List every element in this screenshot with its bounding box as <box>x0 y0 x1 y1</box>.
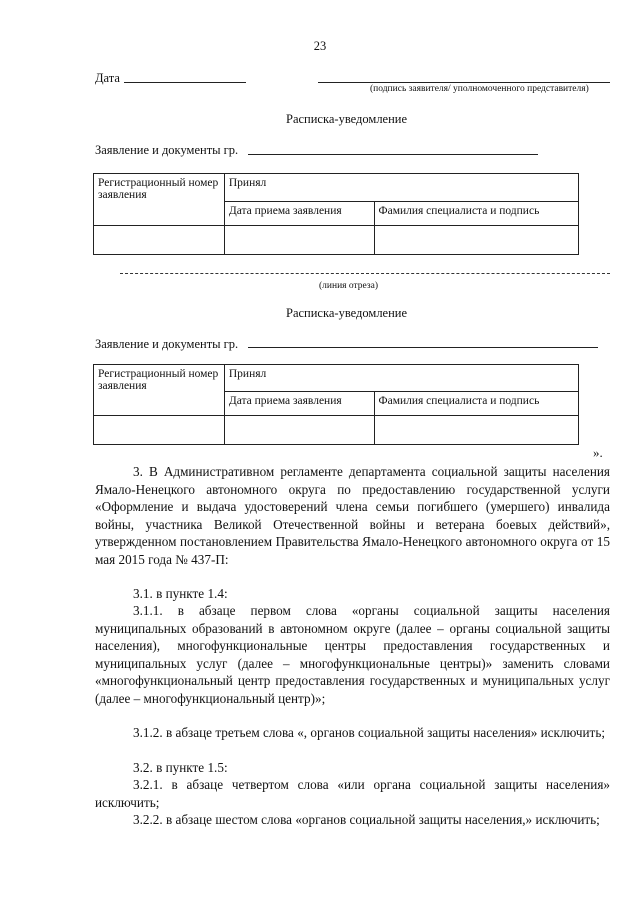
date-label: Дата <box>95 71 120 85</box>
accepted-header: Принял <box>224 174 578 202</box>
receipt-title-2: Расписка-уведомление <box>286 306 408 320</box>
applicant-label-1: Заявление и документы гр. <box>95 143 239 157</box>
paragraph-3-2: 3.2. в пункте 1.5: <box>133 760 228 775</box>
cut-line <box>120 273 610 274</box>
applicant-line-1 <box>248 154 538 155</box>
closing-quote: ». <box>593 445 603 460</box>
applicant-label-2: Заявление и документы гр. <box>95 337 239 351</box>
cut-line-label: (линия отреза) <box>319 281 379 291</box>
date-cell <box>224 226 374 255</box>
receipt-title-1: Расписка-уведомление <box>286 112 408 126</box>
accepted-header: Принял <box>224 365 578 392</box>
reg-number-cell <box>94 226 225 255</box>
date-line <box>124 82 246 83</box>
date-col-header: Дата приема заявления <box>224 202 374 226</box>
reg-number-cell <box>94 416 225 445</box>
receipt-table-1 <box>93 173 579 255</box>
specialist-col-header: Фамилия специалиста и подпись <box>374 392 579 416</box>
date-col-header: Дата приема заявления <box>224 392 374 416</box>
date-cell <box>224 416 374 445</box>
paragraph-3-2-2: 3.2.2. в абзаце шестом слова «органов социальной защиты населения,» исключить; <box>133 812 600 827</box>
paragraph-3-1-2: 3.1.2. в абзаце третьем слова «, органов социальной защиты населения» исключить; <box>133 725 606 740</box>
specialist-col-header: Фамилия специалиста и подпись <box>374 202 579 226</box>
signature-line <box>318 82 610 83</box>
paragraph-3-1-1: 3.1.1. в абзаце первом слова «органы социальной защиты населения муниципальных образований в автономном округе (далее – органы социальной защиты населения), многофункциональные центры предоставления государственных и муниципальных услуг (далее – многофункциональные центры)» заменить словами «многофункциональный центр предоставления государственных и муниципальных услуг (далее – многофункциональный центр)»; <box>95 603 610 706</box>
reg-number-header: Регистрационный номер заявления <box>94 365 225 416</box>
paragraph-3-1: 3.1. в пункте 1.4: <box>133 586 228 601</box>
specialist-cell <box>374 226 579 255</box>
reg-number-header: Регистрационный номер заявления <box>94 174 225 226</box>
specialist-cell <box>374 416 579 445</box>
paragraph-3: 3. В Административном регламенте департамента социальной защиты населения Ямало-Ненецкого автономного округа по предоставлению государственной услуги «Оформление и выдача удостоверений члена семьи погибшего (умершего) инвалида войны, участника Великой Отечественной войны и ветерана боевых действий», утвержденном постановлением Правительства Ямало-Ненецкого автономного округа от 15 мая 2015 года № 437-П: <box>95 464 610 567</box>
paragraph-3-2-1: 3.2.1. в абзаце четвертом слова «или органа социальной защиты населения» исключить; <box>95 777 610 810</box>
signature-caption: (подпись заявителя/ уполномоченного представителя) <box>370 84 589 94</box>
page-number: 23 <box>313 39 327 53</box>
receipt-table-2 <box>93 364 579 445</box>
applicant-line-2 <box>248 347 598 348</box>
